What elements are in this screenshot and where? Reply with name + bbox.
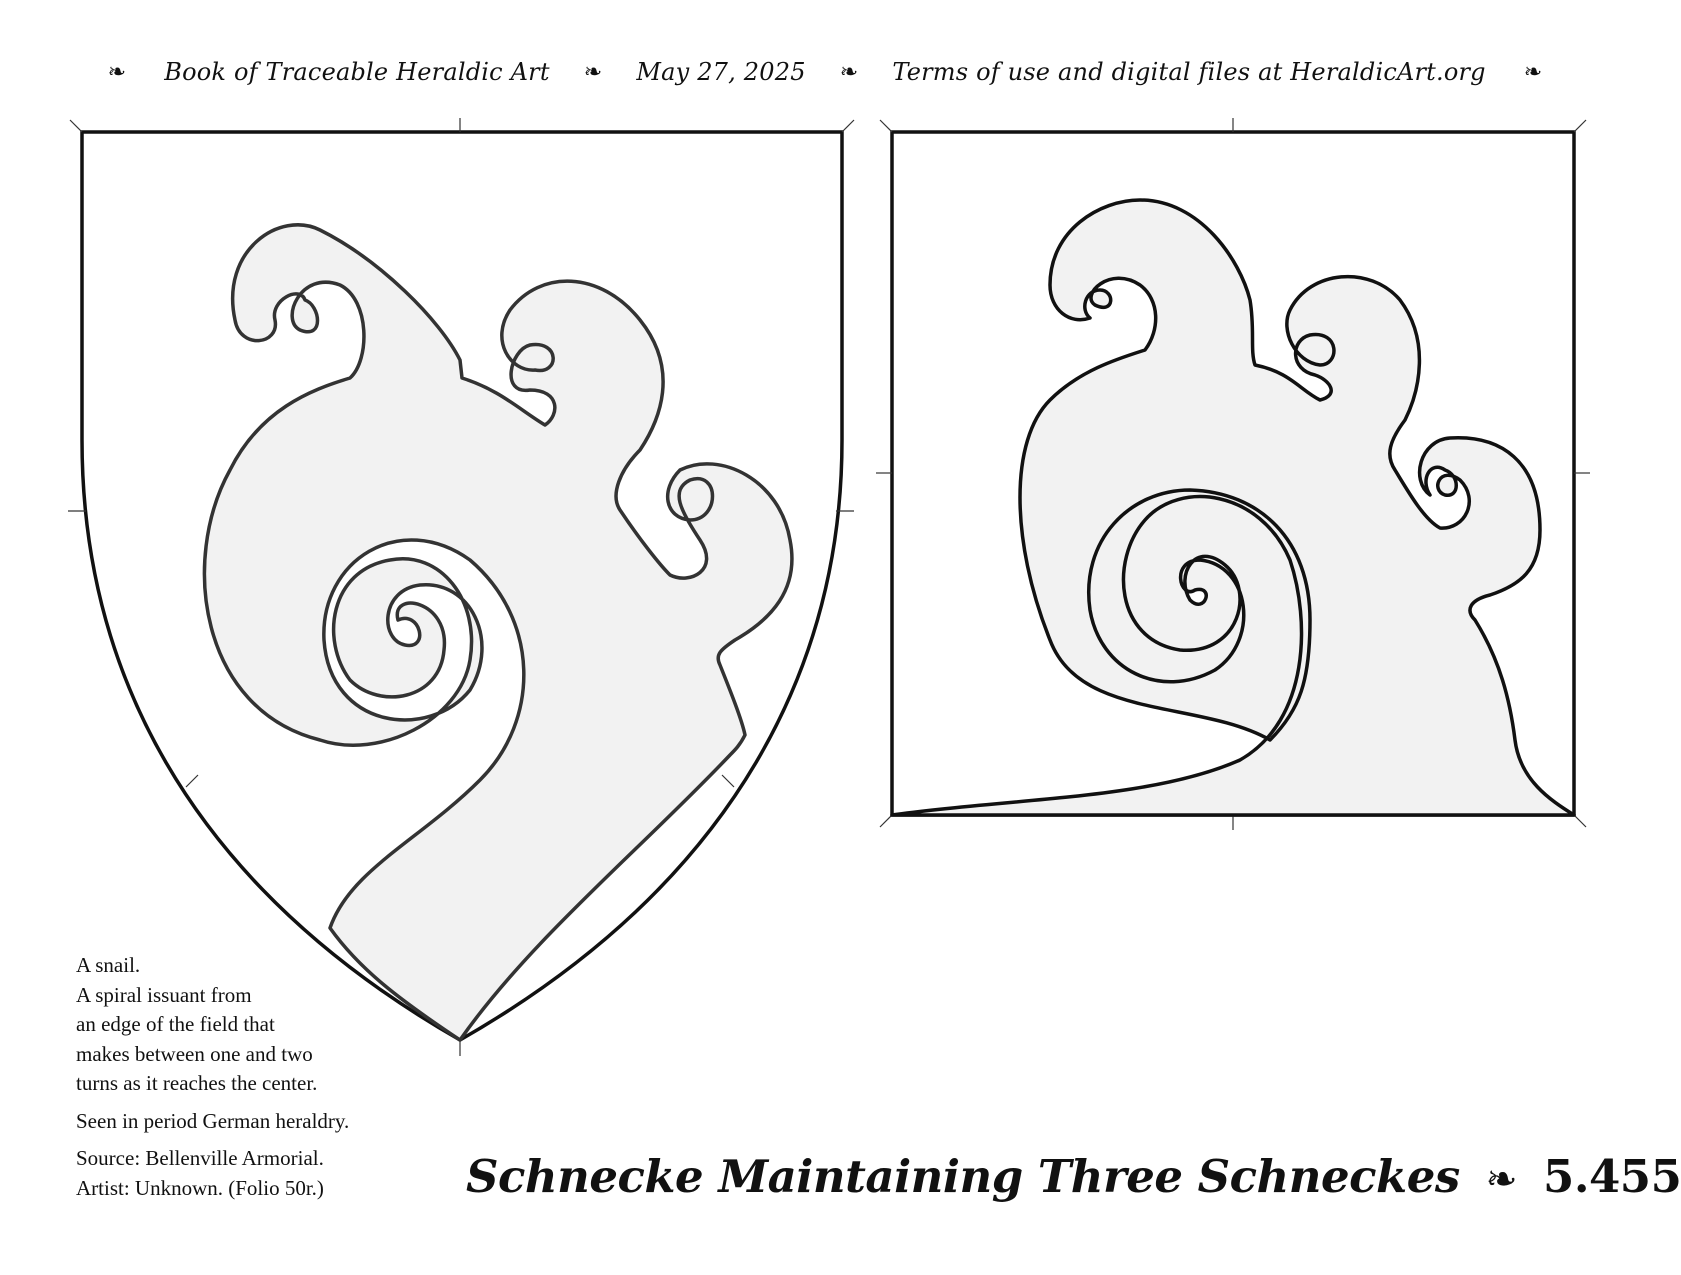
source-credit bbox=[76, 1144, 456, 1203]
description-block bbox=[76, 951, 456, 1211]
plate-title bbox=[466, 1150, 1681, 1203]
fleuron-icon: ❧ bbox=[1523, 59, 1543, 85]
fleuron-icon: ❧ bbox=[1485, 1157, 1518, 1201]
book-title: Book of Traceable Heraldic Art bbox=[164, 58, 550, 86]
blazon-line: A spiral issuant from bbox=[76, 982, 252, 1007]
plate-number: 5.455 bbox=[1543, 1150, 1681, 1203]
blazon-line: makes between one and two bbox=[76, 1041, 313, 1066]
plate-name: Schnecke Maintaining Three Schneckes bbox=[466, 1150, 1460, 1203]
blazon-line: turns as it reaches the center. bbox=[76, 1071, 318, 1095]
fleuron-icon: ❧ bbox=[107, 59, 127, 85]
blazon-line: an edge of the field that bbox=[76, 1012, 275, 1036]
blazon-text bbox=[76, 951, 456, 1099]
header-date: May 27, 2025 bbox=[636, 58, 806, 86]
terms-link[interactable]: Terms of use and digital files at HeraldicArt.org bbox=[892, 58, 1486, 86]
blazon-line: A snail. bbox=[76, 953, 141, 977]
artist-line: Artist: Unknown. (Folio 50r.) bbox=[76, 1175, 324, 1200]
fleuron-icon: ❧ bbox=[839, 59, 859, 85]
period-note: Seen in period German heraldry. bbox=[76, 1108, 350, 1133]
fleuron-icon: ❧ bbox=[583, 59, 603, 85]
source-line: Source: Bellenville Armorial. bbox=[76, 1146, 324, 1170]
